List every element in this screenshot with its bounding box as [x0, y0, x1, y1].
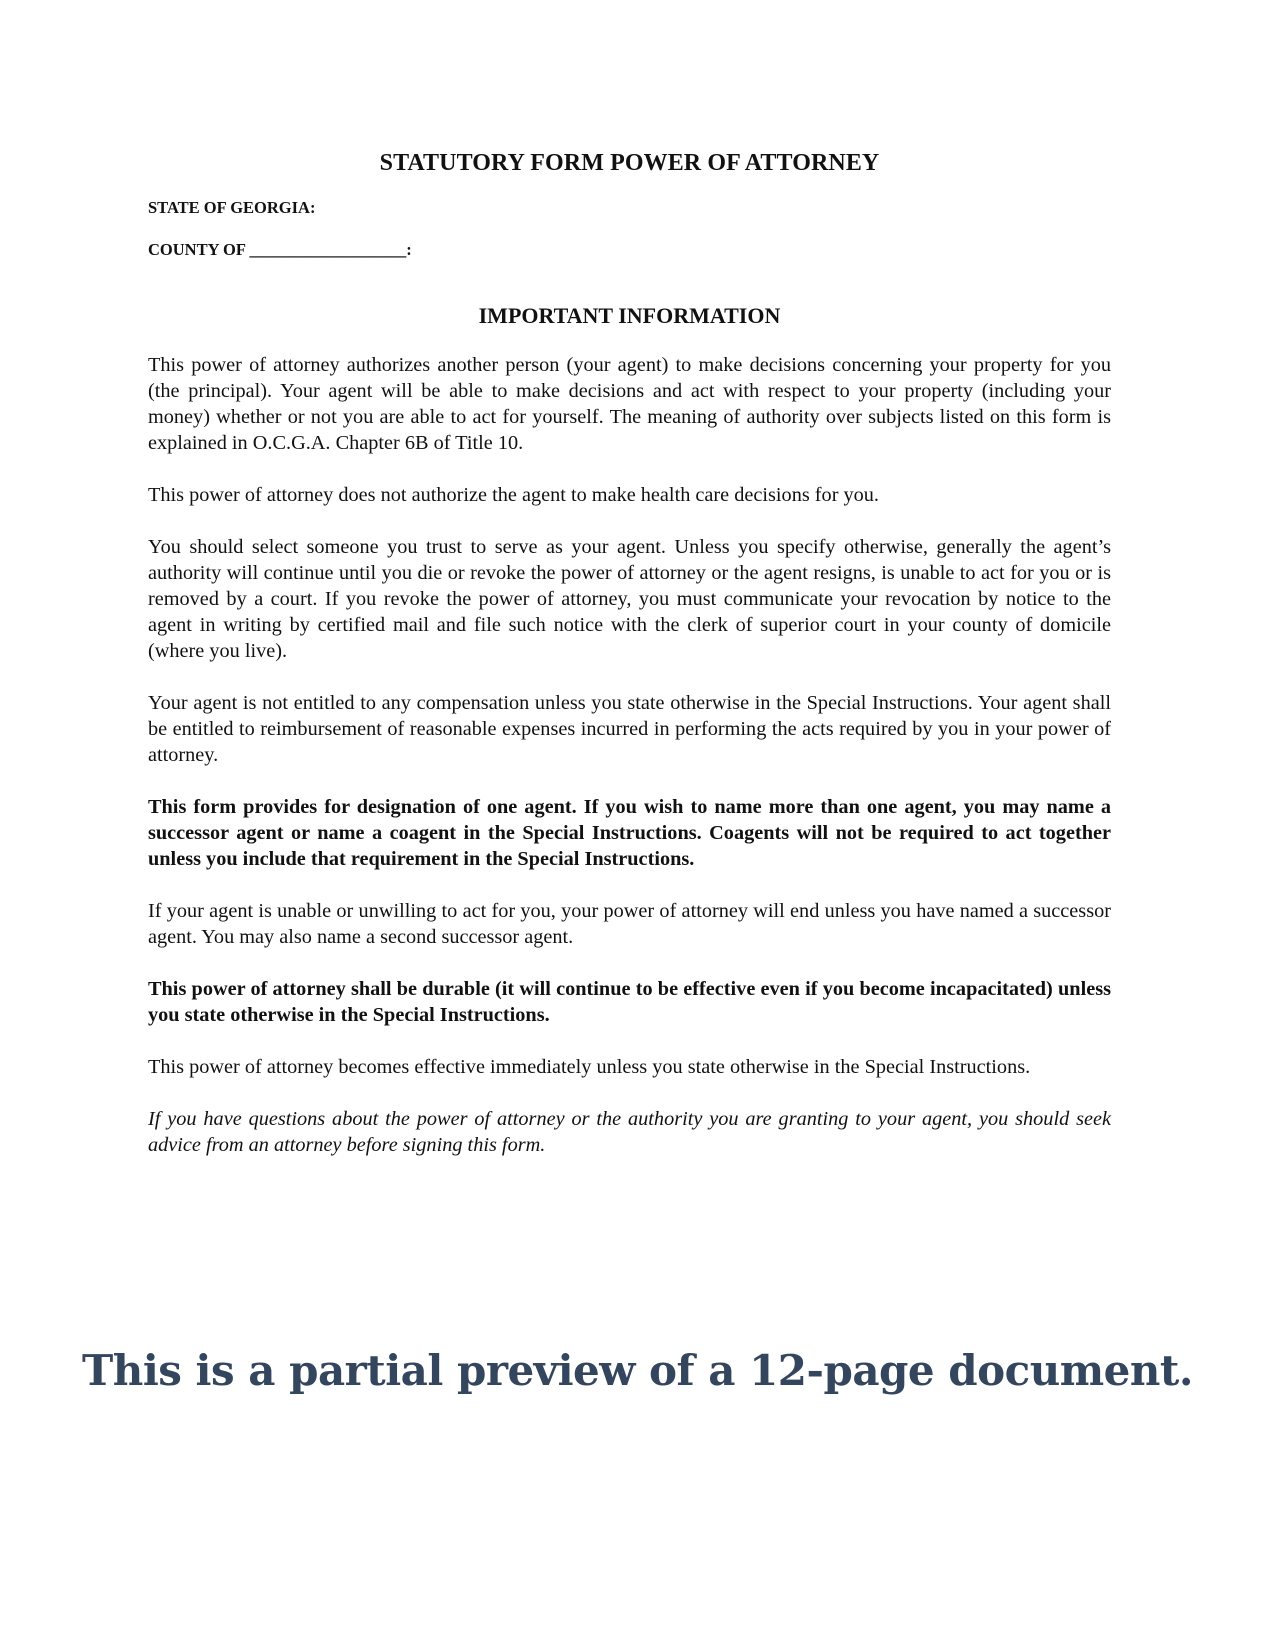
paragraph-effective: This power of attorney becomes effective immediately unless you state otherwise in the Special Instructions. [148, 1056, 1031, 1078]
state-label: STATE OF GEORGIA: [148, 198, 316, 217]
document-title: STATUTORY FORM POWER OF ATTORNEY [379, 150, 880, 176]
paragraph-authority: This power of attorney authorizes another person (your agent) to make decisions concerning your property for you (the principal). Your agent will be able to make decisions and act with respect to your property (including your money) whether or not you are able to act for yourself. The meaning of authority over subjects listed on this form is explained in O.C.G.A. Chapter 6B of Title 10. [148, 354, 1111, 454]
paragraph-health-care: This power of attorney does not authorize the agent to make health care decisions for you. [148, 484, 880, 506]
paragraph-advice: If you have questions about the power of attorney or the authority you are granting to your agent, you should seek advice from an attorney before signing this form. [148, 1108, 1111, 1156]
paragraph-designation: This form provides for designation of one agent. If you wish to name more than one agent, you may name a successor agent or name a coagent in the Special Instructions. Coagents will not be required to act together unless you include that requirement in the Special Instructions. [148, 796, 1111, 870]
paragraph-compensation: Your agent is not entitled to any compensation unless you state otherwise in the Special Instructions. Your agent shall be entitled to reimbursement of reasonable expenses incurred in performing the acts required by you in your power of attorney. [148, 692, 1111, 766]
section-title: IMPORTANT INFORMATION [478, 303, 781, 328]
partial-preview-notice: This is a partial preview of a 12-page document. [82, 1346, 1193, 1395]
paragraph-select-agent: You should select someone you trust to serve as your agent. Unless you specify otherwise, generally the agent’s authority will continue until you die or revoke the power of attorney or the agent resigns, is unable to act for you or is removed by a court. If you revoke the power of attorney, you must communicate your revocation by notice to the agent in writing by certified mail and file such notice with the clerk of superior court in your county of domicile (where you live). [148, 536, 1111, 662]
document-body [148, 352, 1111, 1184]
paragraph-successor: If your agent is unable or unwilling to act for you, your power of attorney will end unless you have named a successor agent. You may also name a second successor agent. [148, 900, 1111, 948]
county-label: COUNTY OF ___________________: [148, 240, 412, 259]
paragraph-durable: This power of attorney shall be durable (it will continue to be effective even if you become incapacitated) unless you state otherwise in the Special Instructions. [148, 978, 1111, 1026]
